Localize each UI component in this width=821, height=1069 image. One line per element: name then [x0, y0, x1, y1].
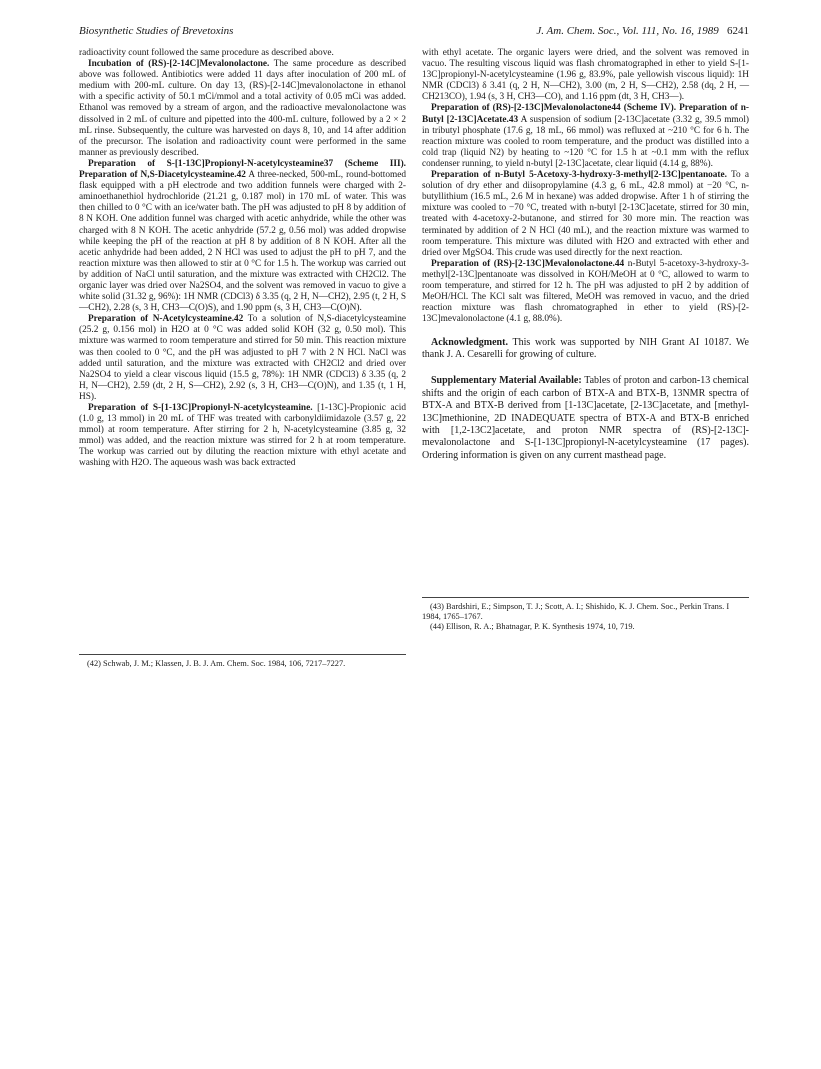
header-article-title: Biosynthetic Studies of Brevetoxins [79, 25, 234, 37]
paragraph-mevalonolactone-prep [422, 259, 749, 326]
supplementary-heading: Supplementary Material Available: [431, 375, 582, 387]
section-heading: Preparation of (RS)-[2-13C]Mevalonolactone44 (Scheme IV). Preparation of n-Butyl [2-13C]Acetate.43 [422, 103, 749, 125]
paragraph-mevalonolactone-incubation [79, 59, 406, 159]
supplementary-body: Tables of proton and carbon-13 chemical shifts and the origin of each carbon of BTX-A and BTX-B, 13NMR spectra of BTX-A and BTX-B derived from [1-13C]acetate, [2-13C]acetate, and [methyl-13C]methionine, 2D INADEQUATE spectra of BTX-A and BTX-B enriched with [1,2-13C2]acetate, and proton NMR spectra of (RS)-[2-13C]-mevalonolactone and S-[1-13C]propionyl-N-acetylcysteamine (17 pages). Ordering information is given on any current masthead page. [422, 375, 750, 461]
acknowledgment [422, 337, 749, 361]
paragraph-continuation: radioactivity count followed the same procedure as described above. [79, 48, 334, 58]
paragraph-body: n-Butyl 5-acetoxy-3-hydroxy-3-methyl[2-13C]pentanoate was dissolved in KOH/MeOH at 0 °C, allowed to warm to room temperature, and stirred for 12 h. The pH was adjusted to pH 2 by addition of MeOH/HCl. The KCl salt was filtered, MeOH was removed in vacuo, and the dried reaction mixture was flash chromatographed in ether to yield (RS)-[2-13C]mevalonolactone (4.1 g, 88.0%). [422, 258, 749, 325]
acknowledgment-body: This work was supported by NIH Grant AI 10187. We thank J. A. Cesarelli for growing of culture. [422, 337, 749, 361]
right-column [422, 48, 749, 462]
header-page-number: 6241 [727, 25, 749, 37]
paragraph-pentanoate-prep [422, 170, 749, 259]
paragraph-body: To a solution of N,S-diacetylcysteamine (25.2 g, 0.156 mol) in H2O at 0 °C was added solid KOH (32 g, 0.50 mol). This mixture was warmed to room temperature and stirred for 50 min. This reaction mixture was then cooled to 0 °C, and the pH was adjusted to pH 7 with 2 N HCl. NaCl was added until saturation, and the mixture was extracted with CH2Cl2 and dried over Na2SO4 to yield a clear viscous liquid (15.5 g, 78%): 1H NMR (CDCl3) δ 3.35 (q, 2 H, N—CH2), 2.59 (dt, 2 H, S—CH2), 2.92 (s, 3 H, CH3—C(O)N), and 1.35 (t, 1 H, HS). [79, 314, 406, 402]
section-heading: Preparation of S-[1-13C]Propionyl-N-acetylcysteamine. [88, 403, 313, 413]
section-heading: Preparation of n-Butyl 5-Acetoxy-3-hydroxy-3-methyl[2-13C]pentanoate. [431, 170, 727, 181]
header-journal: J. Am. Chem. Soc., Vol. 111, No. 16, 1989 [536, 25, 719, 37]
section-heading: Preparation of (RS)-[2-13C]Mevalonolactone.44 [431, 258, 625, 269]
section-heading: Preparation of S-[1-13C]Propionyl-N-acetylcysteamine37 (Scheme III). Preparation of N,S-Diacetylcysteamine.42 [79, 158, 406, 181]
paragraph-acetylcysteamine-prep [79, 314, 406, 403]
paragraph-continuation: with ethyl acetate. The organic layers were dried, and the solvent was removed in vacuo. The resulting viscous liquid was flash chromatographed in ether to yield S-[1-13C]propionyl-N-acetylcysteamine (1.96 g, 83.9%, pale yellowish viscous liquid): 1H NMR (CDCl3) δ 3.41 (q, 2 H, N—CH2), 3.00 (m, 2 H, S—CH2), 2.58 (dq, 2 H, —CH213CO), 1.94 (s, 3 H, CH3—CO), and 1.16 ppm (dt, 3 H, CH3—). [422, 48, 749, 103]
paragraph-diacetylcysteamine-prep [79, 159, 406, 314]
paragraph-propionyl-prep [79, 403, 406, 470]
section-heading: Preparation of N-Acetylcysteamine.42 [88, 314, 244, 325]
paragraph-butyl-acetate-prep [422, 103, 749, 170]
paragraph-body: A suspension of sodium [2-13C]acetate (3.32 g, 39.5 mmol) in tributyl phosphate (17.6 g, 18 mL, 66 mmol) was refluxed at ~210 °C for 6 h. The reaction mixture was cooled to room temperature, and the product was distilled into a cold trap (liquid N2) by heating to ~120 °C for 1.5 h at ~0.1 mm with the reflux condenser running, to yield n-butyl [2-13C]acetate, clear liquid (4.14 g, 88%). [422, 114, 749, 169]
footnotes-left [79, 654, 406, 669]
footnote-rule [79, 654, 406, 655]
footnotes-right [422, 597, 749, 633]
running-header [79, 25, 749, 41]
footnote-42: (42) Schwab, J. M.; Klassen, J. B. J. Am. Chem. Soc. 1984, 106, 7217–7227. [87, 659, 346, 668]
paragraph-body: [1-13C]-Propionic acid (1.0 g, 13 mmol) in 20 mL of THF was treated with carbonyldiimidazole (3.57 g, 22 mmol) at room temperature. After stirring for 2 h, N-acetylcysteamine (3.85 g, 32 mmol) was added, and the reaction mixture was stirred for 2 h at room temperature. The workup was carried out by diluting the reaction mixture with ethyl acetate and washing with H2O. The aqueous wash was back extracted [79, 403, 406, 469]
section-heading: Incubation of (RS)-[2-14C]Mevalonolactone. [88, 59, 270, 70]
left-column [79, 48, 406, 470]
footnote-43: (43) Bardshiri, E.; Simpson, T. J.; Scott, A. I.; Shishido, K. J. Chem. Soc., Perkin Trans. I 1984, 1765–1767. [422, 602, 730, 622]
acknowledgment-heading: Acknowledgment. [431, 337, 508, 349]
paragraph-body: A three-necked, 500-mL, round-bottomed flask equipped with a pH electrode and two addition funnels were charged with 2-aminoethanethiol hydrochloride (21.21 g, 0.187 mol) in 170 mL of water. This was then chilled to 0 °C with an ice/water bath. The pH was adjusted to pH 8 by addition of 8 N KOH. One addition funnel was charged with acetic anhydride, while the other was charged with 8 N KOH. The acetic anhydride (57.2 g, 0.56 mol) was added dropwise while keeping the pH of the reaction at pH 8 by addition of 8 N KOH. After all the acetic anhydride had been added, 2 N HCl was used to adjust the pH to pH 7, and the reaction mixture was then allowed to stir at 0 °C for 1.5 h. The workup was carried out by addition of NaCl until saturation, and the mixture was extracted with CH2Cl2. The organic layer was dried over Na2SO4, and the solvent was removed in vacuo to give a white solid (31.32 g, 96%): 1H NMR (CDCl3) δ 3.35 (q, 2 H, N—CH2), 2.95 (t, 2 H, S—CH2), 2.28 (s, 3 H, CH3—C(O)S), and 1.90 ppm (s, 3 H, CH3—C(O)N). [79, 170, 406, 314]
supplementary-material [422, 375, 749, 462]
footnote-44: (44) Ellison, R. A.; Bhatnagar, P. K. Synthesis 1974, 10, 719. [430, 622, 635, 632]
paragraph-body: The same procedure as described above was followed. Antibiotics were added 11 days after inoculation of 200 mL of medium with 200-mL culture. On day 13, (RS)-[2-14C]mevalonolactone in ethanol with a specific activity of 50.1 mCi/mmol and a total activity of 0.05 mCi was added. Ethanol was removed by a stream of argon, and the radioactive mevalonolactone was dissolved in 2 mL of culture and pipetted into the 400-mL culture, followed by a 2 × 2 mL rinse. Subsequently, the culture was harvested on days 8, 10, and 14 after addition of the precursor. The isolation and radioactivity count were performed in the same manner as previously described. [79, 59, 407, 158]
footnote-rule [422, 597, 749, 598]
paragraph-body: To a solution of dry ether and diisopropylamine (4.3 g, 6 mL, 42.8 mmol) at −20 °C, n-butyllithium (16.5 mL, 2.6 M in hexane) was added dropwise. After 1 h of stirring the mixture was cooled to −70 °C, treated with n-butyl [2-13C]acetate, stirred for 30 min, treated with 4-acetoxy-2-butanone, and stirred for 30 more min. The reaction was terminated by addition of 2 N HCl (40 mL), and the reaction mixture was warmed to room temperature. This mixture was diluted with H2O and extracted with ether and dried over MgSO4. This crude was used directly for the next reaction. [422, 170, 749, 258]
header-journal-citation [536, 25, 749, 37]
